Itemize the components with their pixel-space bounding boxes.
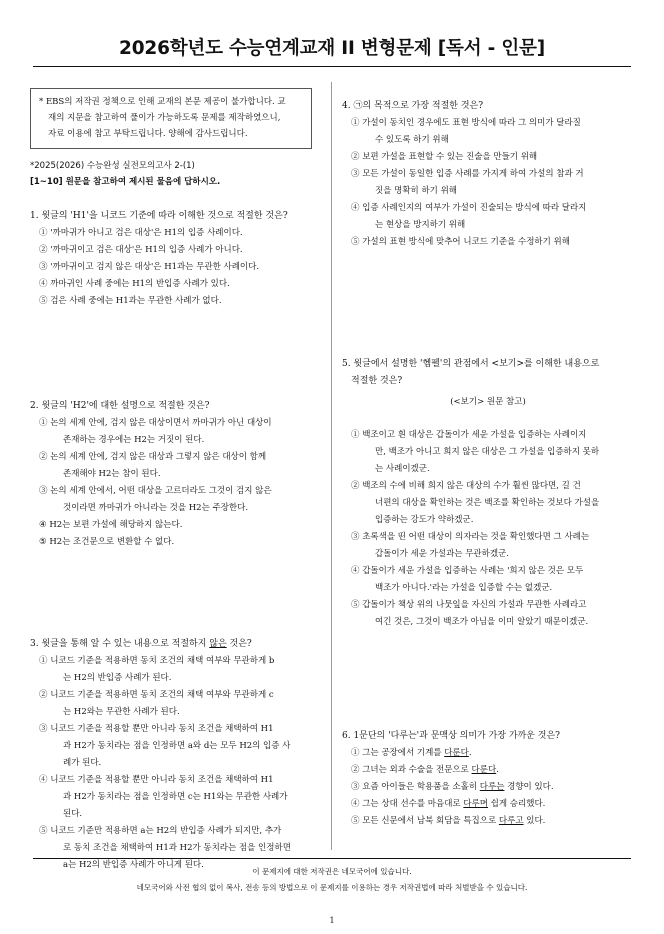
notice-line: 자료 이용에 참고 부탁드립니다. 양해에 감사드립니다. bbox=[48, 129, 248, 139]
question-stem: 5. 윗글에서 설명한 '헴펠'의 관점에서 <보기>를 이해한 내용으로 적절한 것은? bbox=[342, 359, 600, 386]
footer bbox=[0, 864, 664, 896]
question-1 bbox=[30, 208, 322, 310]
source-block bbox=[30, 158, 322, 190]
question-5 bbox=[342, 356, 634, 631]
copyright-line: 이 문제지에 대한 저작권은 네모국어에 있습니다. bbox=[252, 867, 412, 876]
copyright-notice bbox=[30, 88, 312, 149]
option[interactable]: ⑤ 가설의 표현 방식에 맞추어 니코드 기준을 수정하기 위해 bbox=[351, 237, 570, 247]
option[interactable]: ① '까마귀가 아니고 검은 대상'은 H1의 입증 사례이다. bbox=[39, 228, 243, 238]
option[interactable]: ② 보편 가설을 표현할 수 있는 진술을 만들기 위해 bbox=[351, 152, 538, 162]
option[interactable]: ① 니코드 기준을 적용하면 동치 조건의 채택 여부와 무관하게 b 는 H2의 반입증 사례가 된다. bbox=[39, 656, 275, 683]
option[interactable]: ③ 논의 세계 안에서, 어떤 대상을 고르더라도 그것이 검지 않은 것이라면 까마귀가 아니라는 것을 H2는 주장한다. bbox=[39, 486, 272, 513]
option[interactable]: ③ 니코드 기준을 적용할 뿐만 아니라 동치 조건을 채택하여 H1 과 H2가 동치라는 점을 인정하면 a와 d는 모두 H2의 입증 사 례가 된다. bbox=[39, 724, 291, 768]
option[interactable]: ④ 니코드 기준을 적용할 뿐만 아니라 동치 조건을 채택하여 H1 과 H2가 동치라는 점을 인정하면 c는 H1와는 무관한 사례가 된다. bbox=[39, 775, 288, 819]
column-divider bbox=[331, 82, 332, 850]
option[interactable]: ② 논의 세계 안에, 검지 않은 대상과 그렇지 않은 대상이 함께 존재해야 H2는 참이 된다. bbox=[39, 452, 267, 479]
option[interactable]: ② '까마귀이고 검은 대상'은 H1의 입증 사례가 아니다. bbox=[39, 245, 243, 255]
option[interactable]: ② 니코드 기준을 적용하면 동치 조건의 채택 여부와 무관하게 c 는 H2와는 무관한 사례가 된다. bbox=[39, 690, 274, 717]
option[interactable]: ② 그녀는 외과 수술을 전문으로 다룬다. bbox=[351, 765, 499, 775]
option[interactable]: ① 가설이 동치인 경우에도 표현 방식에 따라 그 의미가 달라질 수 있도록 하기 위해 bbox=[351, 118, 581, 145]
option[interactable]: ④ H2는 보편 가설에 해당하지 않는다. bbox=[39, 520, 183, 530]
option[interactable]: ② 백조의 수에 비해 희지 않은 대상의 수가 훨씬 많다면, 길 건 너편의 대상을 확인하는 것은 백조를 확인하는 것보다 가설을 입증하는 강도가 약하겠군. bbox=[351, 481, 600, 525]
question-stem: 4. ㉠의 목적으로 가장 적절한 것은? bbox=[342, 101, 484, 111]
question-stem: 1. 윗글의 'H1'을 니코드 기준에 따라 이해한 것으로 적절한 것은? bbox=[30, 211, 288, 221]
underlined-word: 않은 bbox=[209, 639, 227, 649]
question-stem: 3. 윗글을 통해 알 수 있는 내용으로 적절하지 않은 것은? bbox=[30, 639, 252, 649]
legal-line: 네모국어와 사전 협의 없이 복사, 전송 등의 방법으로 이 문제지를 이용하는 경우 저작권법에 따라 처벌받을 수 있습니다. bbox=[136, 883, 528, 892]
option[interactable]: ④ 까마귀인 사례 중에는 H1의 반입증 사례가 있다. bbox=[39, 279, 230, 289]
option[interactable]: ③ '까마귀이고 검지 않은 대상'은 H1과는 무관한 사례이다. bbox=[39, 262, 260, 272]
option[interactable]: ⑤ 검은 사례 중에는 H1과는 무관한 사례가 없다. bbox=[39, 296, 222, 306]
notice-line: 재의 지문을 참고하여 풀이가 가능하도록 문제를 제작하였으니, bbox=[48, 113, 281, 123]
option[interactable]: ③ 요즘 아이들은 학용품을 소홀히 다루는 경향이 있다. bbox=[351, 782, 554, 792]
option[interactable]: ⑤ 모든 신문에서 남북 회담을 특집으로 다루고 있다. bbox=[351, 816, 546, 826]
page-title: 2026학년도 수능연계교재 II 변형문제 [독서 - 인문] bbox=[119, 38, 545, 59]
title-rule bbox=[33, 66, 631, 67]
option[interactable]: ⑤ 갑돌이가 책상 위의 나뭇잎을 자신의 가설과 무관한 사례라고 여긴 것은, 그것이 백조가 아님을 이미 알았기 때문이겠군. bbox=[351, 600, 589, 627]
option[interactable]: ③ 초록색을 띤 어떤 대상이 의자라는 것을 확인했다면 그 사례는 갑돌이가 세운 가설과는 무관하겠군. bbox=[351, 532, 590, 559]
instruction: [1~10] 원문을 참고하여 제시된 물음에 답하시오. bbox=[30, 177, 221, 187]
question-3 bbox=[30, 636, 322, 874]
option[interactable]: ⑤ H2는 조건문으로 변환할 수 없다. bbox=[39, 537, 175, 547]
option[interactable]: ③ 모든 가설이 동일한 입증 사례를 가지게 하여 가설의 참과 거 짓을 명확히 하기 위해 bbox=[351, 169, 584, 196]
source-label: *2025(2026) 수능완성 실전모의고사 2-(1) bbox=[30, 161, 195, 171]
option[interactable]: ⑤ 니코드 기준만 적용하면 a는 H2의 반입증 사례가 되지만, 추가 로 동치 조건을 채택하여 H1과 H2가 동치라는 점을 인정하면 a는 H2의 반입증 사례가 아니게 된다. bbox=[39, 826, 291, 870]
option[interactable]: ④ 입증 사례인지의 여부가 가설이 진술되는 방식에 따라 달라지 는 현상을 방지하기 위해 bbox=[351, 203, 587, 230]
notice-line: * EBS의 저작권 정책으로 인해 교재의 본문 제공이 불가합니다. 교 bbox=[39, 97, 286, 107]
option[interactable]: ④ 갑돌이가 세운 가설을 입증하는 사례는 '희지 않은 것은 모두 백조가 아니다.'라는 가설을 입증할 수는 없겠군. bbox=[351, 566, 584, 593]
footer-rule bbox=[33, 858, 631, 859]
option[interactable]: ① 논의 세계 안에, 검지 않은 대상이면서 까마귀가 아닌 대상이 존재하는 경우에는 H2는 거짓이 된다. bbox=[39, 418, 272, 445]
question-2 bbox=[30, 398, 322, 551]
question-4 bbox=[342, 98, 634, 251]
option[interactable]: ④ 그는 상대 선수를 마음대로 다루며 쉽게 승리했다. bbox=[351, 799, 546, 809]
question-6 bbox=[342, 728, 634, 830]
option[interactable]: ① 그는 공장에서 기계를 다룬다. bbox=[351, 748, 472, 758]
page-number: 1 bbox=[329, 916, 335, 925]
question-stem: 6. 1문단의 '다루는'과 문맥상 의미가 가장 가까운 것은? bbox=[342, 731, 560, 741]
option[interactable]: ① 백조이고 흰 대상은 갑돌이가 세운 가설을 입증하는 사례이지 만, 백조가 아니고 희지 않은 대상은 그 가설을 입증하지 못하 는 사례이겠군. bbox=[351, 430, 600, 474]
question-stem: 2. 윗글의 'H2'에 대한 설명으로 적절한 것은? bbox=[30, 401, 210, 411]
bogi-reference: (<보기> 원문 참고) bbox=[450, 397, 526, 407]
